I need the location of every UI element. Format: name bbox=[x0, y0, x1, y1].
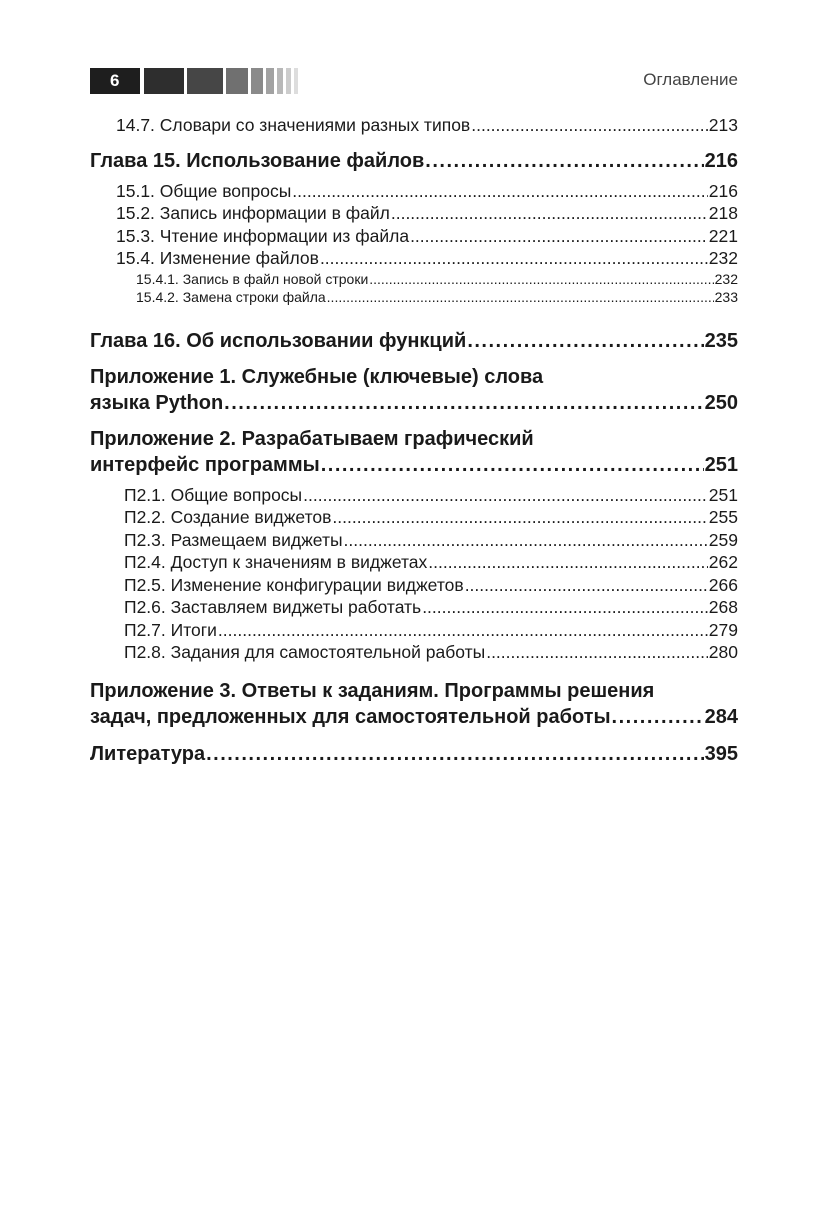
toc-appendix[interactable] bbox=[90, 704, 738, 730]
toc-entry-title: 15.3. Чтение информации из файла bbox=[116, 225, 410, 246]
toc-appendix-line1[interactable]: Приложение 3. Ответы к заданиям. Программы решения bbox=[90, 679, 655, 702]
leader-dots bbox=[410, 225, 708, 248]
toc-chapter-title: Литература bbox=[90, 742, 206, 765]
toc-entry-page: 255 bbox=[708, 507, 738, 527]
toc-entry[interactable] bbox=[90, 619, 738, 642]
toc-entry-page: 259 bbox=[708, 529, 738, 550]
leader-dots bbox=[218, 619, 708, 642]
leader-dots bbox=[612, 704, 704, 730]
toc-appendix-page: 284 bbox=[704, 705, 738, 728]
header-bar-3 bbox=[226, 68, 248, 94]
toc-appendix-title: интерфейс программы bbox=[90, 453, 320, 476]
toc-subentry-page: 233 bbox=[714, 289, 738, 305]
toc-chapter-page: 395 bbox=[704, 742, 738, 765]
toc-subentry-title: 15.4.1. Запись в файл новой строки bbox=[136, 270, 369, 287]
leader-dots bbox=[467, 328, 703, 354]
toc-entry-page: 213 bbox=[708, 115, 738, 135]
toc-entry[interactable] bbox=[90, 484, 738, 507]
table-of-contents bbox=[90, 114, 738, 767]
header-bar-7 bbox=[286, 68, 291, 94]
toc-chapter-page: 235 bbox=[704, 329, 738, 352]
toc-entry[interactable] bbox=[90, 574, 738, 597]
toc-entry-title: П2.6. Заставляем виджеты работать bbox=[124, 597, 422, 617]
toc-chapter[interactable] bbox=[90, 148, 738, 174]
toc-entry-page: 251 bbox=[708, 484, 738, 505]
toc-entry-page: 280 bbox=[708, 642, 738, 662]
toc-chapter-title: Глава 16. Об использовании функций bbox=[90, 329, 467, 352]
leader-dots bbox=[471, 114, 708, 137]
toc-entry-page: 279 bbox=[708, 619, 738, 640]
toc-chapter-title: Глава 15. Использование файлов bbox=[90, 149, 425, 172]
header-bar-6 bbox=[277, 68, 283, 94]
leader-dots bbox=[422, 596, 708, 619]
toc-appendix[interactable] bbox=[90, 452, 738, 478]
toc-chapter[interactable] bbox=[90, 328, 738, 354]
leader-dots bbox=[425, 148, 703, 174]
toc-entry[interactable] bbox=[90, 247, 738, 270]
leader-dots bbox=[292, 180, 708, 203]
toc-entry-page: 266 bbox=[708, 574, 738, 595]
toc-subentry-title: 15.4.2. Замена строки файла bbox=[136, 289, 326, 305]
toc-entry-title: 15.1. Общие вопросы bbox=[116, 180, 292, 201]
toc-entry[interactable] bbox=[90, 114, 738, 137]
leader-dots bbox=[206, 741, 704, 767]
toc-appendix-line1[interactable]: Приложение 2. Разрабатываем графический bbox=[90, 427, 534, 450]
toc-entry-title: П2.4. Доступ к значениям в виджетах bbox=[124, 552, 428, 572]
header-bar-1 bbox=[144, 68, 184, 94]
toc-appendix-line1[interactable]: Приложение 1. Служебные (ключевые) слова bbox=[90, 365, 544, 388]
toc-appendix[interactable] bbox=[90, 390, 738, 416]
toc-entry-page: 216 bbox=[708, 180, 738, 201]
leader-dots bbox=[369, 270, 713, 289]
toc-entry-page: 262 bbox=[708, 552, 738, 572]
page-number: 6 bbox=[90, 68, 140, 94]
toc-appendix-page: 251 bbox=[704, 453, 738, 476]
running-title: Оглавление bbox=[643, 70, 738, 89]
header-bar-2 bbox=[187, 68, 223, 94]
toc-entry-page: 232 bbox=[708, 248, 738, 268]
leader-dots bbox=[486, 641, 708, 664]
toc-entry-page: 221 bbox=[708, 225, 738, 246]
leader-dots bbox=[332, 506, 707, 529]
toc-entry[interactable] bbox=[90, 180, 738, 203]
toc-entry-title: П2.3. Размещаем виджеты bbox=[124, 529, 343, 550]
leader-dots bbox=[224, 390, 703, 416]
toc-entry-page: 268 bbox=[708, 597, 738, 617]
toc-entry-title: П2.5. Изменение конфигурации виджетов bbox=[124, 574, 464, 595]
leader-dots bbox=[320, 247, 708, 270]
toc-entry-page: 218 bbox=[708, 203, 738, 223]
leader-dots bbox=[344, 529, 708, 552]
page-header bbox=[90, 68, 738, 94]
leader-dots bbox=[391, 202, 708, 225]
toc-entry[interactable] bbox=[90, 551, 738, 574]
header-bar-4 bbox=[251, 68, 263, 94]
toc-appendix-title: языка Python bbox=[90, 391, 224, 414]
toc-subentry[interactable] bbox=[90, 288, 738, 307]
toc-entry[interactable] bbox=[90, 529, 738, 552]
toc-entry-title: П2.7. Итоги bbox=[124, 619, 217, 640]
leader-dots bbox=[327, 288, 714, 307]
leader-dots bbox=[428, 551, 708, 574]
header-bar-5 bbox=[266, 68, 274, 94]
toc-entry[interactable] bbox=[90, 641, 738, 664]
toc-entry[interactable] bbox=[90, 225, 738, 248]
toc-entry-title: 15.2. Запись информации в файл bbox=[116, 203, 390, 223]
toc-chapter[interactable] bbox=[90, 741, 738, 767]
toc-entry[interactable] bbox=[90, 506, 738, 529]
leader-dots bbox=[465, 574, 708, 597]
toc-entry[interactable] bbox=[90, 202, 738, 225]
toc-entry-title: П2.8. Задания для самостоятельной работы bbox=[124, 642, 486, 662]
toc-subentry[interactable] bbox=[90, 270, 738, 289]
toc-entry-title: 15.4. Изменение файлов bbox=[116, 248, 319, 268]
toc-entry[interactable] bbox=[90, 596, 738, 619]
toc-appendix-title: задач, предложенных для самостоятельной работы bbox=[90, 705, 611, 728]
toc-subentry-page: 232 bbox=[714, 270, 738, 287]
leader-dots bbox=[303, 484, 708, 507]
leader-dots bbox=[321, 452, 704, 478]
toc-entry-title: П2.2. Создание виджетов bbox=[124, 507, 332, 527]
toc-entry-title: 14.7. Словари со значениями разных типов bbox=[116, 115, 471, 135]
toc-appendix-page: 250 bbox=[704, 391, 738, 414]
toc-chapter-page: 216 bbox=[704, 149, 738, 172]
header-bar-8 bbox=[294, 68, 298, 94]
toc-entry-title: П2.1. Общие вопросы bbox=[124, 484, 303, 505]
